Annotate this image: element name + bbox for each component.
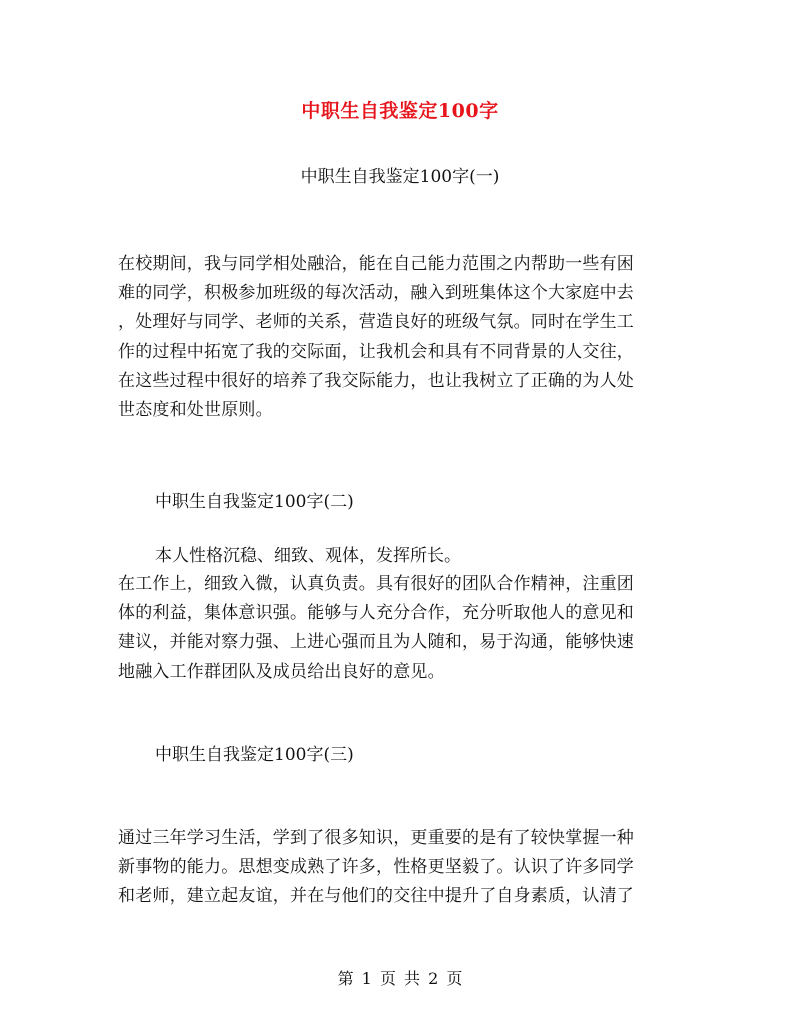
paragraph-line: ，处理好与同学、老师的关系，营造良好的班级气氛。同时在学生工 <box>118 312 634 333</box>
paragraph-line: 在校期间，我与同学相处融洽，能在自己能力范围之内帮助一些有困 <box>118 254 634 274</box>
section-2-intro-line: 本人性格沉稳、细致、观体，发挥所长。 <box>155 546 461 566</box>
paragraph-line: 新事物的能力。思想变成熟了许多，性格更坚毅了。认识了许多同学 <box>118 857 634 878</box>
section-3-paragraph <box>118 824 688 912</box>
paragraph-line: 建议，并能对察力强、上进心强而且为人随和，易于沟通，能够快速 <box>118 632 634 653</box>
paragraph-line: 在工作上，细致入微，认真负责。具有很好的团队合作精神，注重团 <box>118 574 634 594</box>
section-3-heading: 中职生自我鉴定100字(三) <box>155 745 354 765</box>
paragraph-line: 和老师，建立起友谊，并在与他们的交往中提升了自身素质，认清了 <box>118 886 634 907</box>
page-number-footer: 第 1 页 共 2 页 <box>337 969 463 988</box>
paragraph-line: 难的同学，积极参加班级的每次活动，融入到班集体这个大家庭中去 <box>118 283 634 304</box>
paragraph-line: 世态度和处世原则。 <box>118 400 273 421</box>
document-title: 中职生自我鉴定100字 <box>301 100 499 122</box>
section-1-heading: 中职生自我鉴定100字(一) <box>300 167 500 187</box>
paragraph-line: 通过三年学习生活，学到了很多知识，更重要的是有了较快掌握一种 <box>118 828 634 848</box>
paragraph-line: 体的利益，集体意识强。能够与人充分合作，充分听取他人的意见和 <box>118 603 634 624</box>
paragraph-line: 在这些过程中很好的培养了我交际能力，也让我树立了正确的为人处 <box>118 370 634 391</box>
section-2-heading: 中职生自我鉴定100字(二) <box>155 492 354 512</box>
paragraph-line: 作的过程中拓宽了我的交际面，让我机会和具有不同背景的人交往， <box>118 341 634 362</box>
section-2-paragraph <box>118 570 688 687</box>
paragraph-line: 地融入工作群团队及成员给出良好的意见。 <box>118 661 445 682</box>
section-1-paragraph <box>118 250 688 425</box>
